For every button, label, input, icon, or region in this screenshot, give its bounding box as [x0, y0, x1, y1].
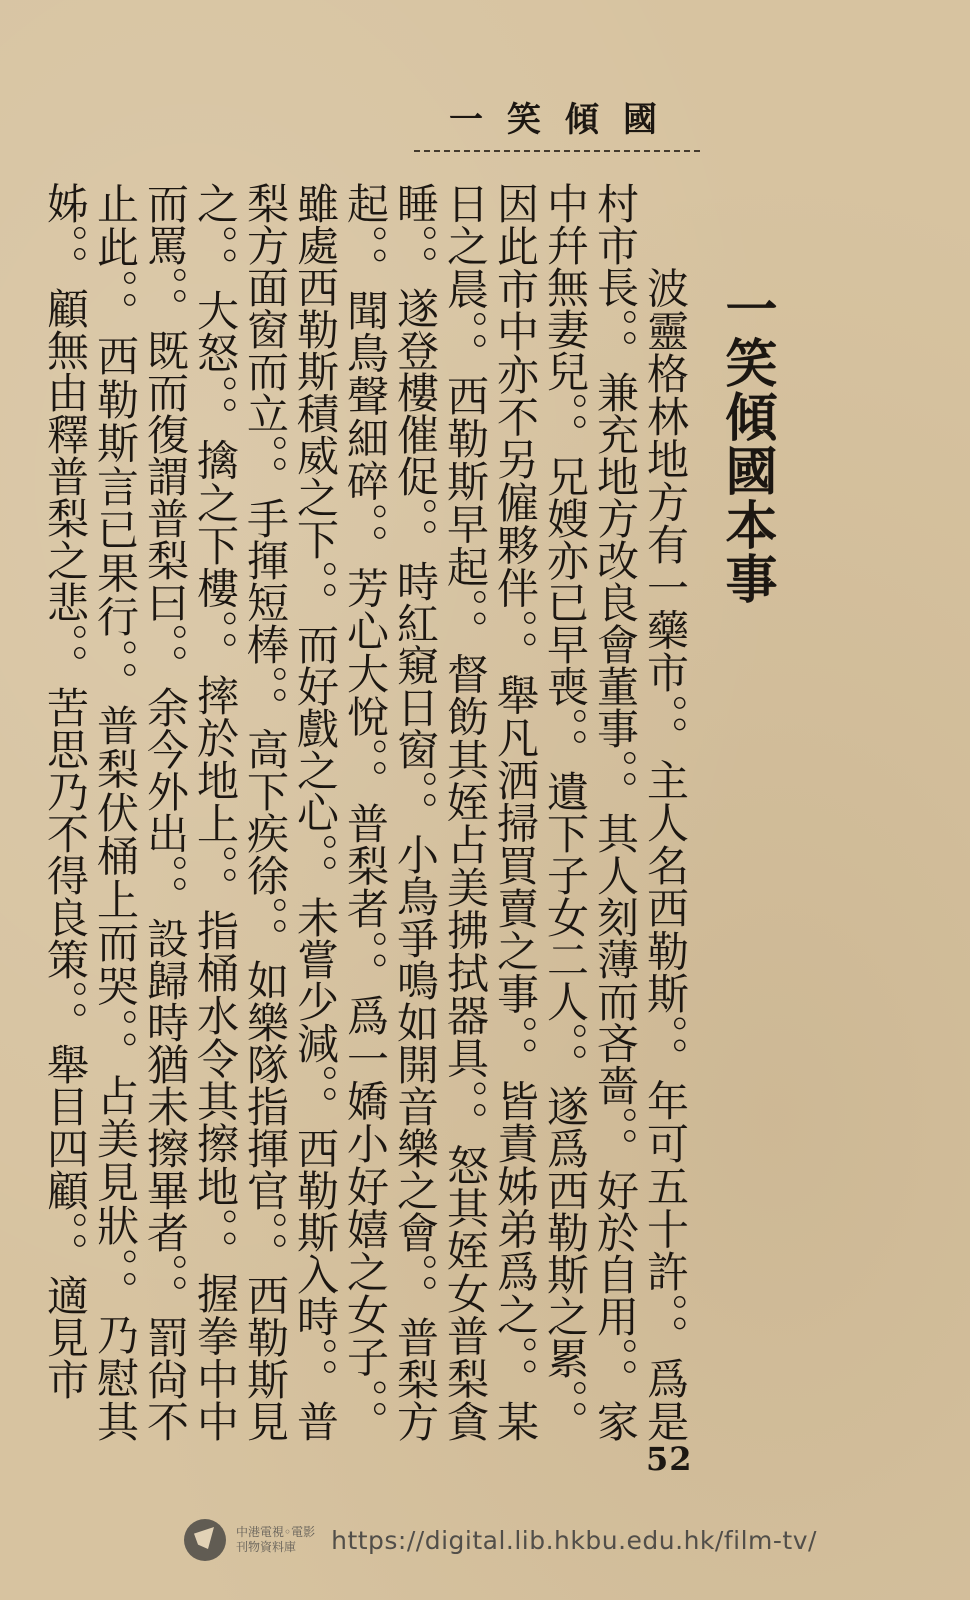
watermark-org-name — [236, 1525, 315, 1555]
running-header-title: 一笑傾國 — [449, 100, 681, 140]
header-dashed-rule — [414, 150, 700, 152]
watermark-org-line1: 中港電視◦電影 — [236, 1525, 316, 1539]
library-logo-icon — [184, 1519, 226, 1561]
watermark-url: https://digital.lib.hkbu.edu.hk/film-tv/ — [331, 1525, 817, 1555]
library-watermark — [184, 1510, 817, 1570]
article-body-text: 波靈格林地方有一藥市。。主人名西勒斯。。年可五十許。。爲是村市長。。兼充地方改良會董事。。其人刻薄而吝嗇。。好於自用。。家中幷無妻兒。。兄嫂亦已早喪。。遺下子女二人。。遂爲西勒斯之累。。因此市中亦不另僱夥伴。。舉凡洒掃買賣之事。。皆責姊弟爲之。。某日之晨。。西勒斯早起。。督飭其姪占美拂拭器具。。怒其姪女普梨貪睡。。遂登樓催促。。時紅窺日窗。。小鳥爭鳴如開音樂之會。。普梨方起。。聞鳥聲細碎。。芳心大悅。。普梨者。。爲一嬌小好嬉之女子。。雖處西勒斯積威之下。。而好戲之心。。未嘗少減。。西勒斯入時。。普梨方面窗而立。。手揮短棒。。高下疾徐。。如樂隊指揮官。。西勒斯見之。。大怒。。擒之下樓。。摔於地上。。指桶水令其擦地。。握拳中中而罵。。既而復謂普梨曰。。余今外出。。設歸時猶未擦畢者。。罰尙不止此。。西勒斯言已果行。。普梨伏桶上而哭。。占美見狀。。乃慰其姊。。顧無由釋普梨之悲。。苦思乃不得良策。。舉目四顧。。適見市 — [41, 182, 690, 1442]
page-number: 52 — [646, 1440, 693, 1478]
watermark-org-line2: 刊物資料庫 — [236, 1540, 297, 1554]
article-paragraph — [40, 182, 690, 1442]
article-title: 一笑傾國本事 — [716, 282, 777, 606]
article-body — [34, 182, 690, 1442]
